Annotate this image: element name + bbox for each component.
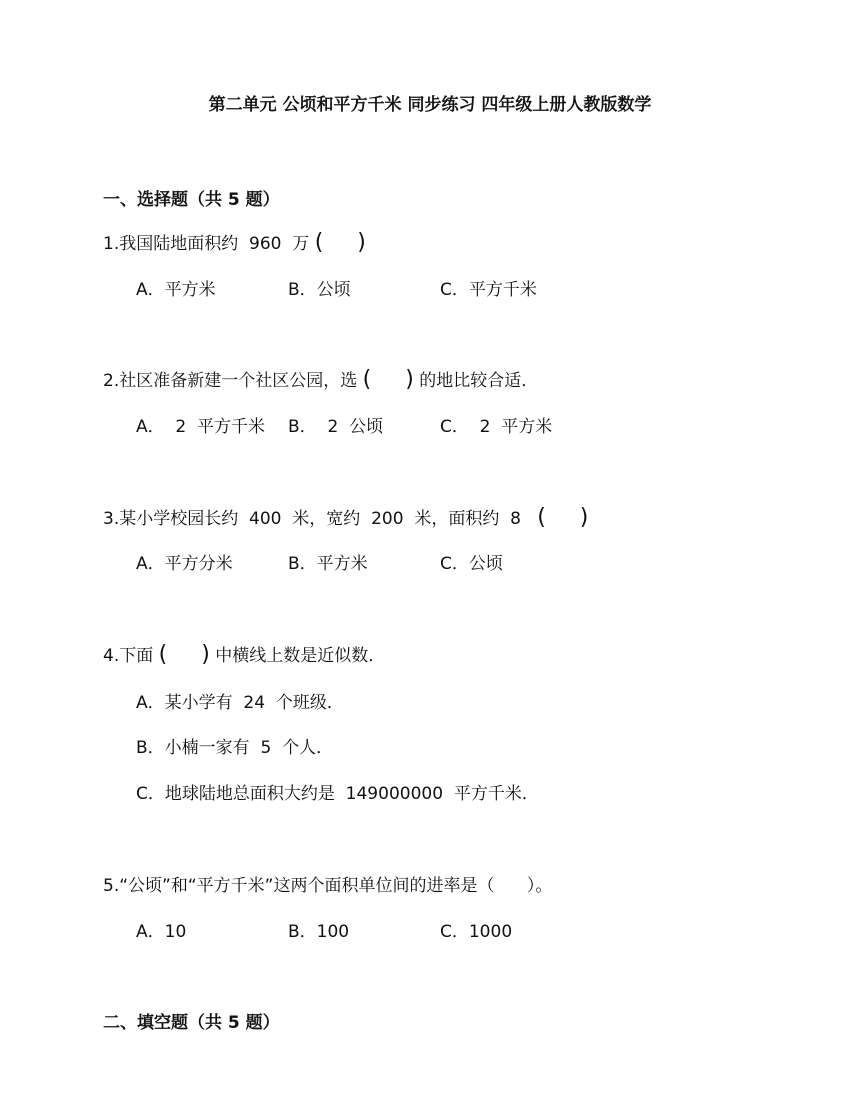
answer-paren-open: ( <box>362 367 372 392</box>
question-3-text: 3.某小学校园长约 400 米，宽约 200 米，面积约 8 <box>103 509 532 529</box>
question-5-option-c: C．1000 <box>440 922 513 942</box>
question-1-option-b: B．公顷 <box>288 280 351 300</box>
question-1-option-c: C．平方千米 <box>440 280 537 300</box>
question-1-option-a: A．平方米 <box>136 280 216 300</box>
question-5-option-a: A．10 <box>136 922 187 942</box>
answer-paren-open: ( <box>158 642 168 667</box>
question-2 <box>103 366 538 392</box>
answer-paren-close: ) <box>201 642 210 667</box>
question-3-option-a: A．平方分米 <box>136 554 233 574</box>
question-4-option-a: A．某小学有 24 个班级． <box>136 693 344 713</box>
section-heading-choice: 一、选择题（共 5 题） <box>103 190 280 210</box>
answer-paren-open: ( <box>314 230 324 255</box>
answer-paren-open: ( <box>537 505 546 530</box>
question-4-option-c: C．地球陆地总面积大约是 149000000 平方千米． <box>136 784 539 804</box>
question-1-text: 1.我国陆地面积约 960 万 <box>103 234 310 254</box>
answer-paren-close: ) <box>357 230 366 255</box>
question-1 <box>103 229 366 255</box>
question-2-option-a: A． 2 平方千米 <box>136 417 266 437</box>
question-3-option-b: B．平方米 <box>288 554 368 574</box>
question-2-option-c: C． 2 平方米 <box>440 417 553 437</box>
question-4-option-b: B．小楠一家有 5 个人． <box>136 738 334 758</box>
question-4-text: 4.下面 <box>103 646 159 666</box>
page-title: 第二单元 公顷和平方千米 同步练习 四年级上册人教版数学 <box>208 95 652 115</box>
question-4-text-end: 中横线上数是近似数． <box>209 646 386 666</box>
question-2-text: 2.社区准备新建一个社区公园，选 <box>103 371 358 391</box>
question-3 <box>103 504 588 530</box>
question-2-option-b: B． 2 公顷 <box>288 417 384 437</box>
section-heading-fill: 二、填空题（共 5 题） <box>103 1013 280 1033</box>
question-4 <box>103 641 385 667</box>
question-3-option-c: C．公顷 <box>440 554 503 574</box>
question-5-option-b: B．100 <box>288 922 350 942</box>
question-2-text-end: 的地比较合适． <box>413 371 539 391</box>
answer-paren-close: ) <box>579 505 589 530</box>
answer-paren-close: ) <box>405 367 414 392</box>
question-5: 5.“公顷”和“平方千米”这两个面积单位间的进率是（ ）。 <box>103 876 553 896</box>
